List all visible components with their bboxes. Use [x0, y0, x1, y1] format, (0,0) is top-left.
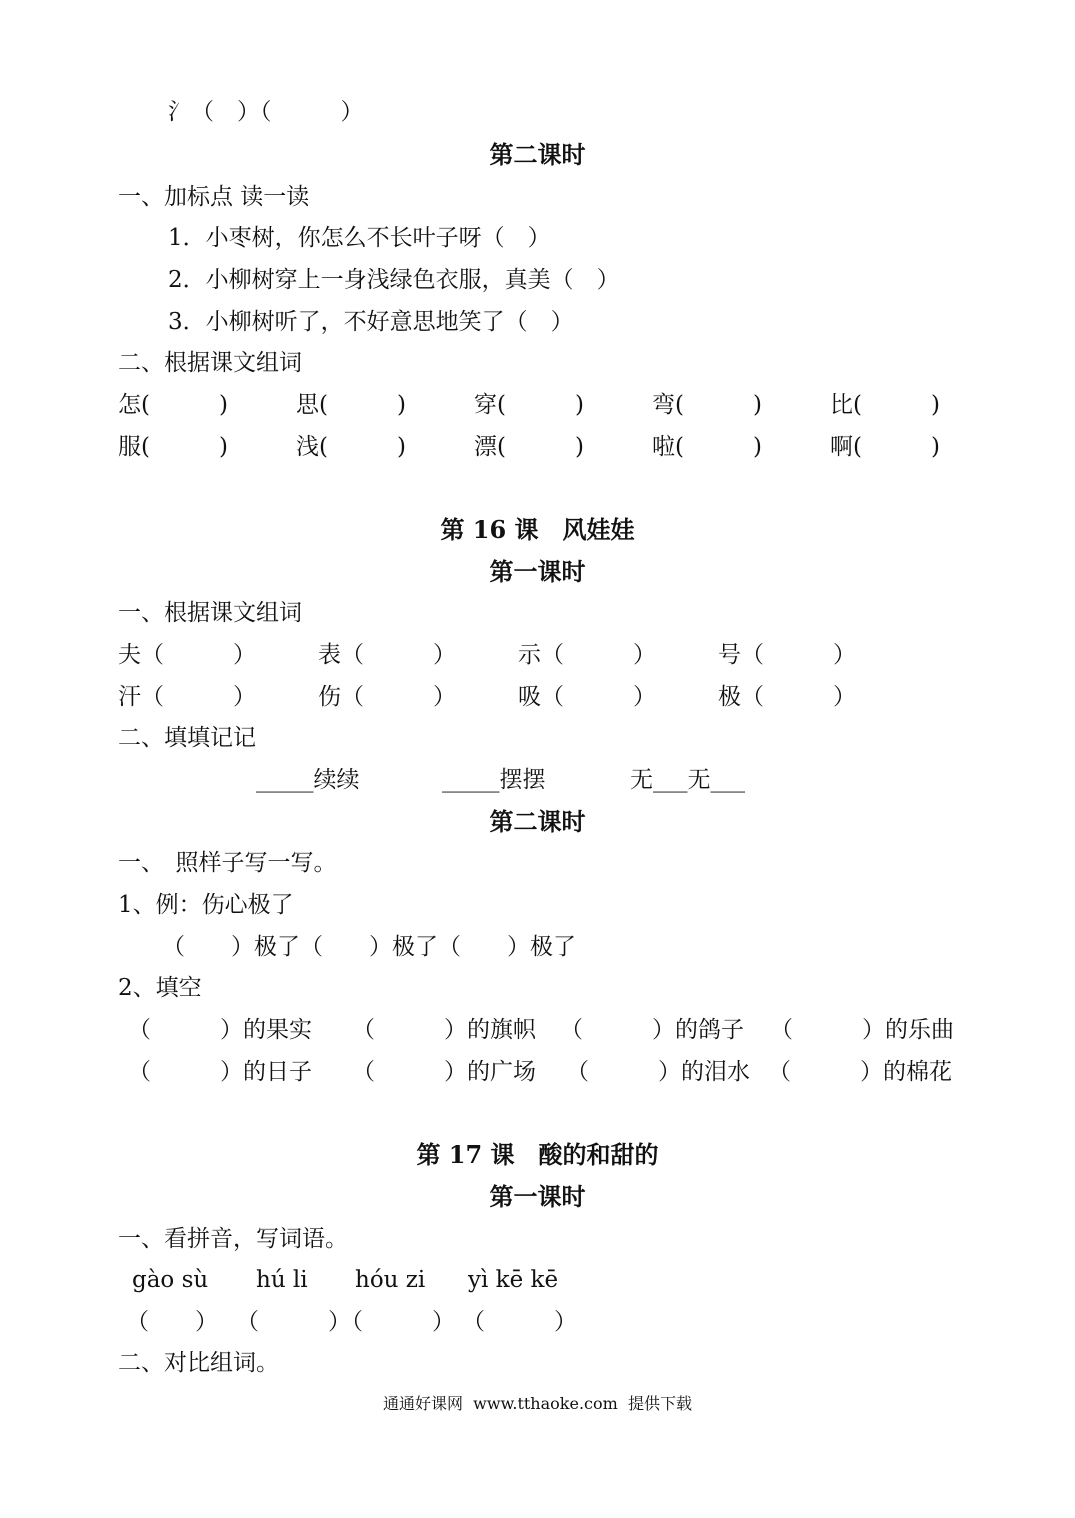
- phrase-blank: （ ）的泪水: [566, 1059, 750, 1085]
- word-blank: 示（ ）: [518, 642, 656, 668]
- word-blank: （ ）: [340, 1309, 455, 1335]
- section-heading: 第一课时: [489, 557, 586, 586]
- word-blank: 吸（ ）: [518, 684, 656, 710]
- word-blank: 夫（ ）: [118, 642, 256, 668]
- phrase-blank: （ ）的日子: [128, 1059, 312, 1085]
- word-blank: 浅( ): [296, 434, 406, 460]
- section-heading: 第一课时: [489, 1182, 586, 1211]
- fill-item: _____续续: [256, 767, 360, 793]
- word-blank: 号（ ）: [718, 642, 856, 668]
- exercise-title: 一、 照样子写一写。: [118, 850, 337, 876]
- phrase-blank: （ ）的广场: [352, 1059, 536, 1085]
- phrase-blank: （ ）的旗帜: [352, 1017, 536, 1043]
- exercise-title: 一、加标点 读一读: [118, 184, 310, 210]
- word-blank: 表（ ）: [318, 642, 456, 668]
- exercise-item: 3．小柳树听了，不好意思地笑了（ ）: [168, 309, 574, 335]
- word-blank: 穿( ): [474, 392, 584, 418]
- phrase-blank: （ ）的乐曲: [770, 1017, 954, 1043]
- pinyin-item: hóu zi: [355, 1267, 426, 1293]
- pinyin-item: hú li: [256, 1267, 308, 1293]
- phrase-blank: （ ）的果实: [128, 1017, 312, 1043]
- word-blank: 比( ): [830, 392, 940, 418]
- example-line: （ ）极了（ ）极了（ ）极了: [162, 934, 576, 960]
- pinyin-item: gào sù: [132, 1267, 209, 1293]
- lesson-title: 第 17 课 酸的和甜的: [416, 1140, 659, 1169]
- word-blank: 弯( ): [652, 392, 762, 418]
- pinyin-item: yì kē kē: [468, 1267, 559, 1293]
- top-fill-line: 氵（ ）（ ）: [168, 99, 364, 125]
- fill-item: 无___无___: [630, 767, 745, 793]
- fill-item: _____摆摆: [442, 767, 546, 793]
- word-blank: 啊( ): [830, 434, 940, 460]
- example-label: 1、例：伤心极了: [118, 892, 294, 918]
- section-heading: 第二课时: [489, 140, 586, 169]
- word-blank: （ ）: [236, 1309, 351, 1335]
- phrase-blank: （ ）的鸽子: [560, 1017, 744, 1043]
- exercise-title: 一、根据课文组词: [118, 600, 302, 626]
- word-blank: 服( ): [118, 434, 228, 460]
- word-blank: （ ）: [126, 1309, 218, 1335]
- word-blank: （ ）: [462, 1309, 577, 1335]
- word-blank: 漂( ): [474, 434, 584, 460]
- exercise-title: 二、根据课文组词: [118, 350, 302, 376]
- phrase-blank: （ ）的棉花: [768, 1059, 952, 1085]
- word-blank: 怎( ): [118, 392, 228, 418]
- word-blank: 伤（ ）: [318, 684, 456, 710]
- word-blank: 啦( ): [652, 434, 762, 460]
- lesson-title: 第 16 课 风娃娃: [440, 515, 635, 544]
- exercise-title: 一、看拼音，写词语。: [118, 1226, 348, 1252]
- exercise-item: 2．小柳树穿上一身浅绿色衣服，真美（ ）: [168, 267, 620, 293]
- exercise-item: 1．小枣树，你怎么不长叶子呀（ ）: [168, 225, 551, 251]
- exercise-label: 2、填空: [118, 975, 202, 1001]
- footer-credit: 通通好课网 www.tthaoke.com 提供下载: [383, 1394, 692, 1413]
- word-blank: 汗（ ）: [118, 684, 256, 710]
- word-blank: 极（ ）: [718, 684, 856, 710]
- section-heading: 第二课时: [489, 807, 586, 836]
- word-blank: 思( ): [296, 392, 406, 418]
- exercise-title: 二、对比组词。: [118, 1350, 279, 1376]
- exercise-title: 二、填填记记: [118, 725, 256, 751]
